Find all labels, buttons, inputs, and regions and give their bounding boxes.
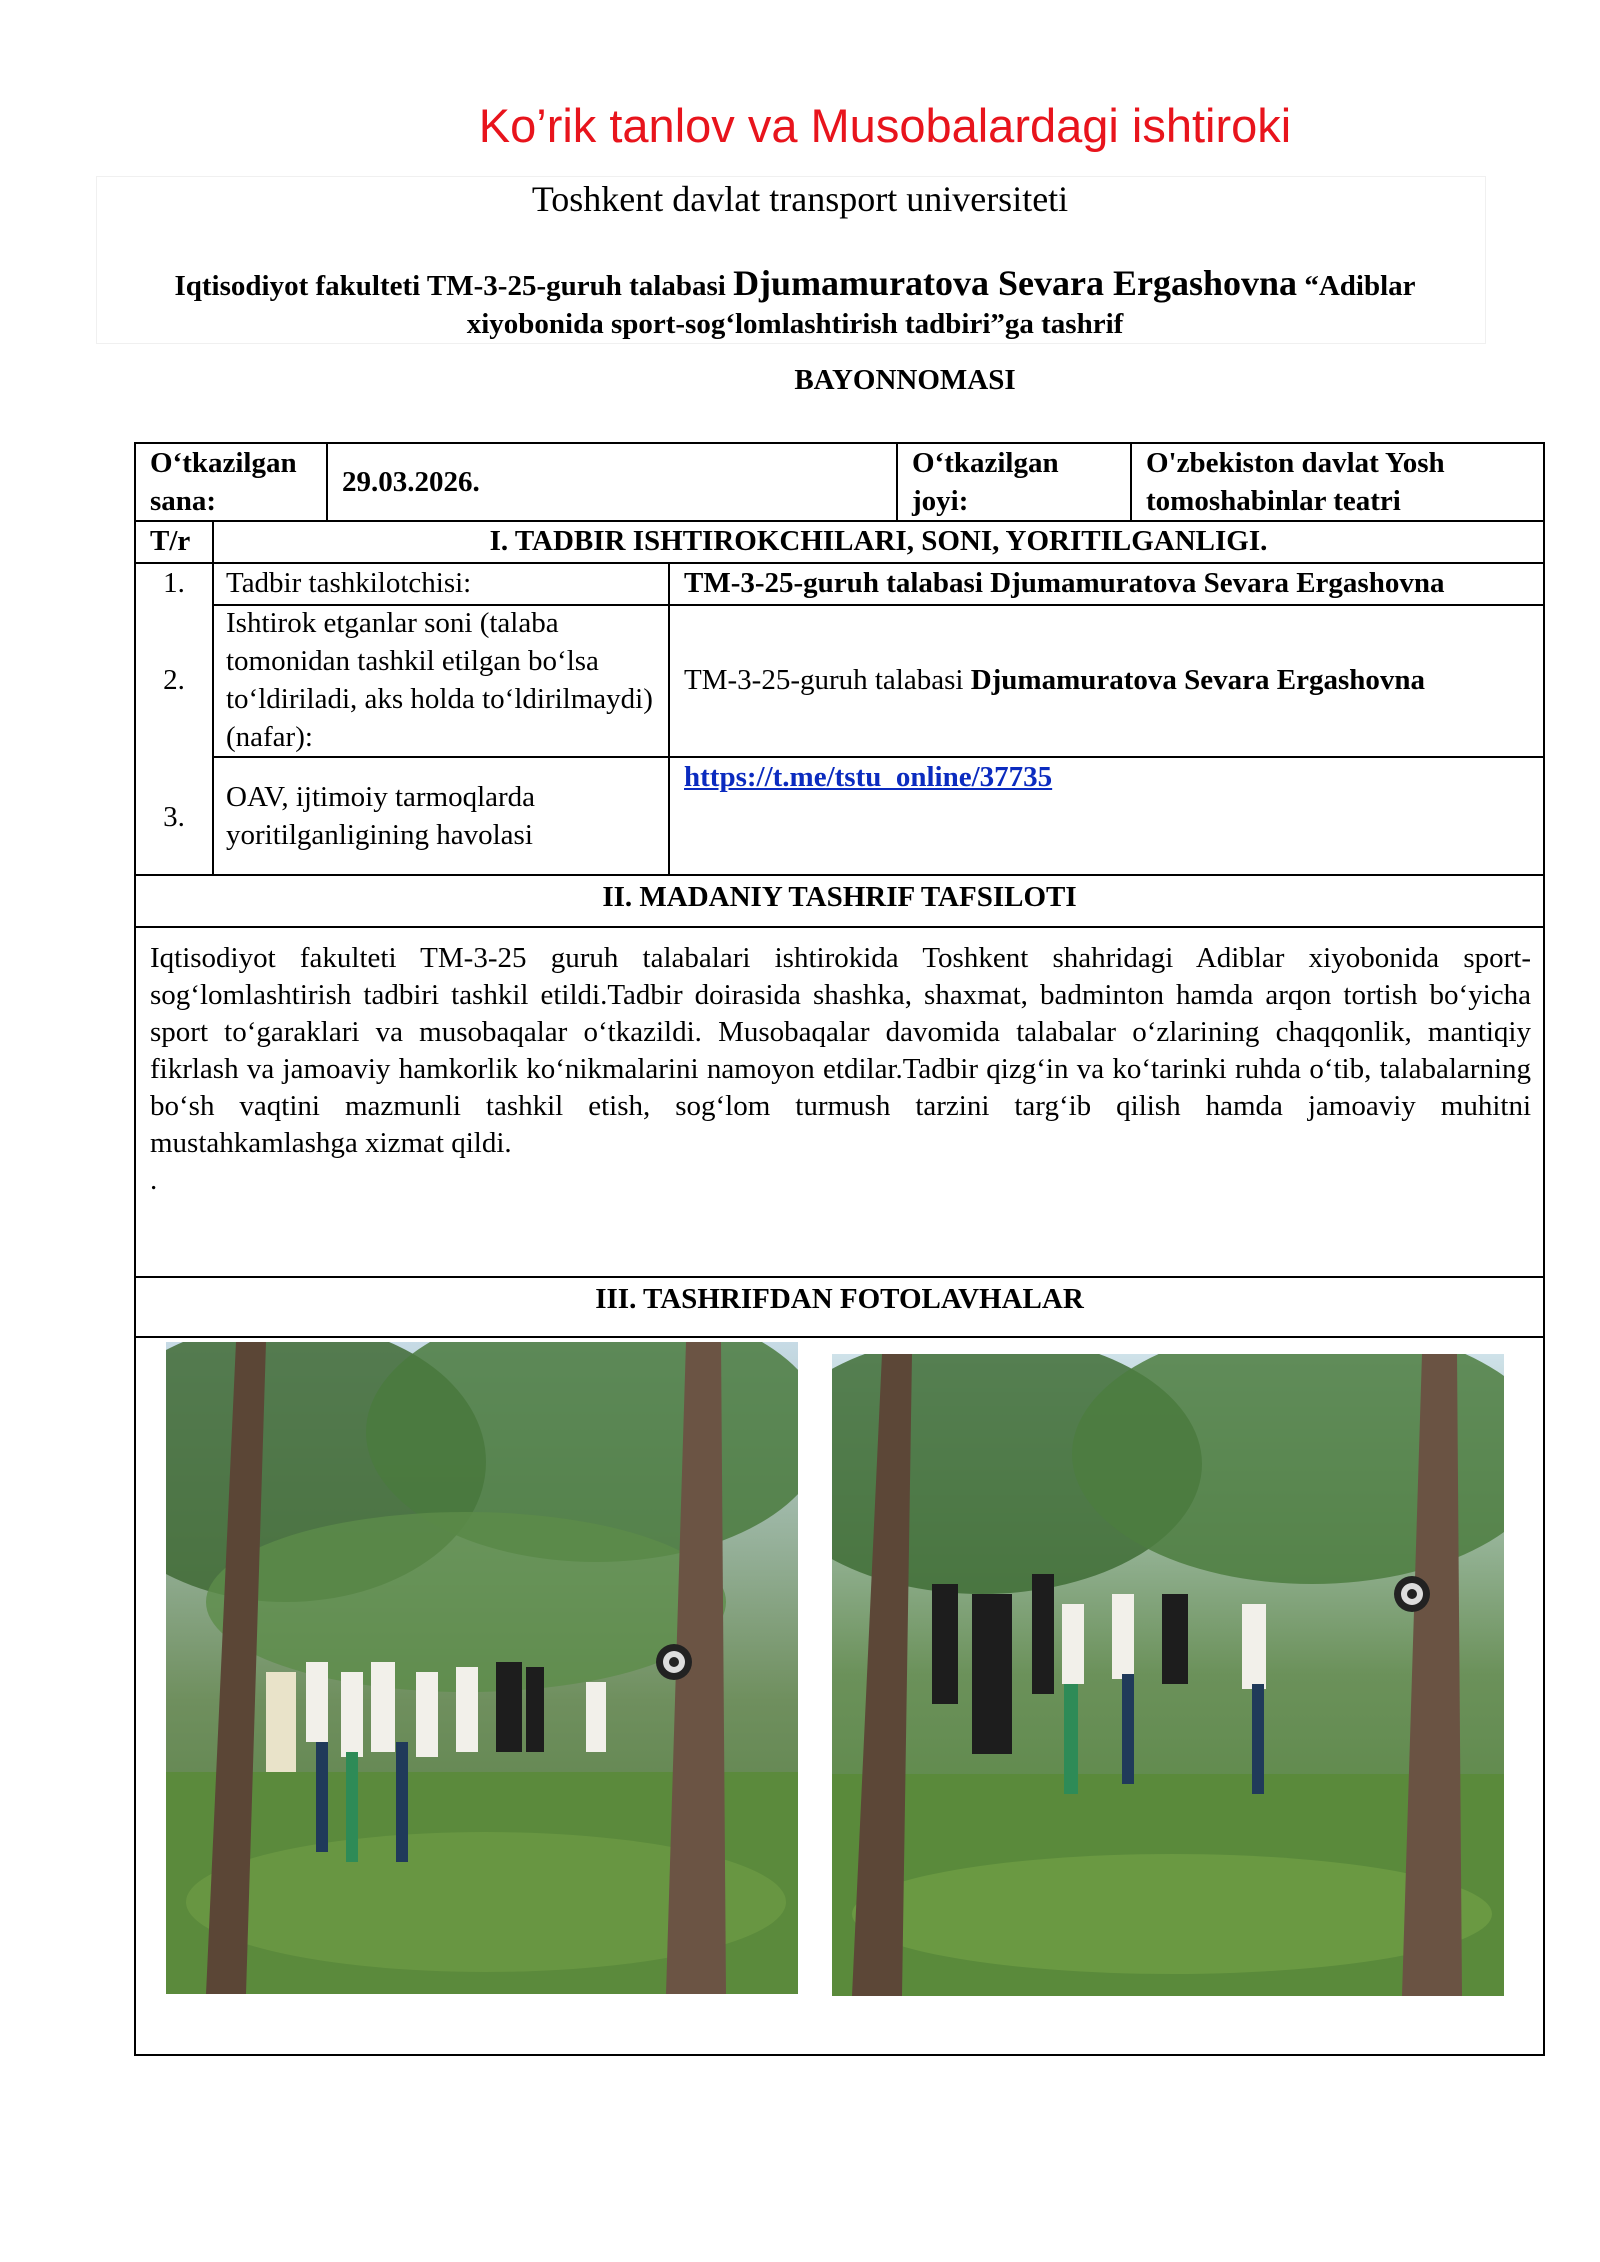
report-form: [134, 442, 1545, 2056]
row-2-number: 2.: [163, 664, 185, 696]
document-type: BAYONNOMASI: [794, 364, 1016, 396]
section-2-title: II. MADANIY TASHRIF TAFSILOTI: [602, 881, 1077, 913]
row-1-value: TM-3-25-guruh talabasi Djumamuratova Sevara Ergashovna: [684, 567, 1445, 599]
row-1-number: 1.: [163, 567, 185, 599]
row-2-label: Ishtirok etganlar soni (talaba tomonidan tashkil etilgan bo‘lsa to‘ldiriladi, aks holda to‘ldirilmaydi) (nafar):: [226, 607, 653, 753]
section-3-title: III. TASHRIFDAN FOTOLAVHALAR: [595, 1283, 1084, 1315]
intro-student-name: Djumamuratova Sevara Ergashovna: [733, 263, 1298, 303]
event-photo-2: [832, 1354, 1504, 1996]
page-title: Ko’rik tanlov va Musobalardagi ishtiroki: [478, 99, 1292, 152]
column-label-number: T/r: [150, 525, 191, 557]
row-2-value-name: Djumamuratova Sevara Ergashovna: [970, 664, 1426, 696]
date-value: 29.03.2026.: [342, 466, 480, 498]
place-value: O'zbekiston davlat Yosh tomoshabinlar teatri: [1146, 447, 1445, 517]
row-2-value-prefix: TM-3-25-guruh talabasi: [684, 664, 971, 696]
row-3-number: 3.: [163, 801, 185, 833]
intro-text: [110, 264, 1480, 343]
date-label: O‘tkazilgan sana:: [150, 447, 297, 517]
row-1-label: Tadbir tashkilotchisi:: [226, 567, 472, 599]
row-2-value: [684, 661, 1544, 699]
section-1-title: I. TADBIR ISHTIROKCHILARI, SONI, YORITILGANLIGI.: [489, 525, 1268, 557]
intro-prefix: Iqtisodiyot fakulteti TM-3-25-guruh talabasi: [174, 270, 734, 302]
place-label: O‘tkazilgan joyi:: [912, 447, 1059, 517]
media-coverage-link[interactable]: https://t.me/tstu_online/37735: [684, 761, 1053, 793]
event-description-trailing: .: [150, 1164, 158, 1196]
row-3-label: OAV, ijtimoiy tarmoqlarda yoritilganligining havolasi: [226, 781, 536, 851]
event-description-text: Iqtisodiyot fakulteti TM-3-25 guruh talabalari ishtirokida Toshkent shahridagi Adiblar xiyobonida sport-sog‘lomlashtirish tadbiri tashkil etildi.Tadbir doirasida shashka, shaxmat, badminton hamda arqon tortish bo‘yicha sport to‘garaklari va musobaqalar o‘tkazildi. Musobaqalar davomida talabalar o‘zlarining chaqqonlik, mantiqiy fikrlash va jamoaviy hamkorlik ko‘nikmalarini namoyon etdilar.Tadbir qizg‘in va ko‘tarinki ruhda o‘tib, talabalarning bo‘sh vaqtini mazmunli tashkil etish, sog‘lom turmush tarzini targ‘ib qilish hamda jamoaviy muhitni mustahkamlashga xizmat qildi.: [150, 942, 1531, 1159]
university-name: Toshkent davlat transport universiteti: [531, 179, 1069, 219]
event-description: [150, 940, 1531, 1199]
intro-suffix: “Adiblar xiyobonida sport-sog‘lomlashtirish tadbiri”ga tashrif: [466, 270, 1416, 340]
event-photo-1: [166, 1342, 798, 1994]
